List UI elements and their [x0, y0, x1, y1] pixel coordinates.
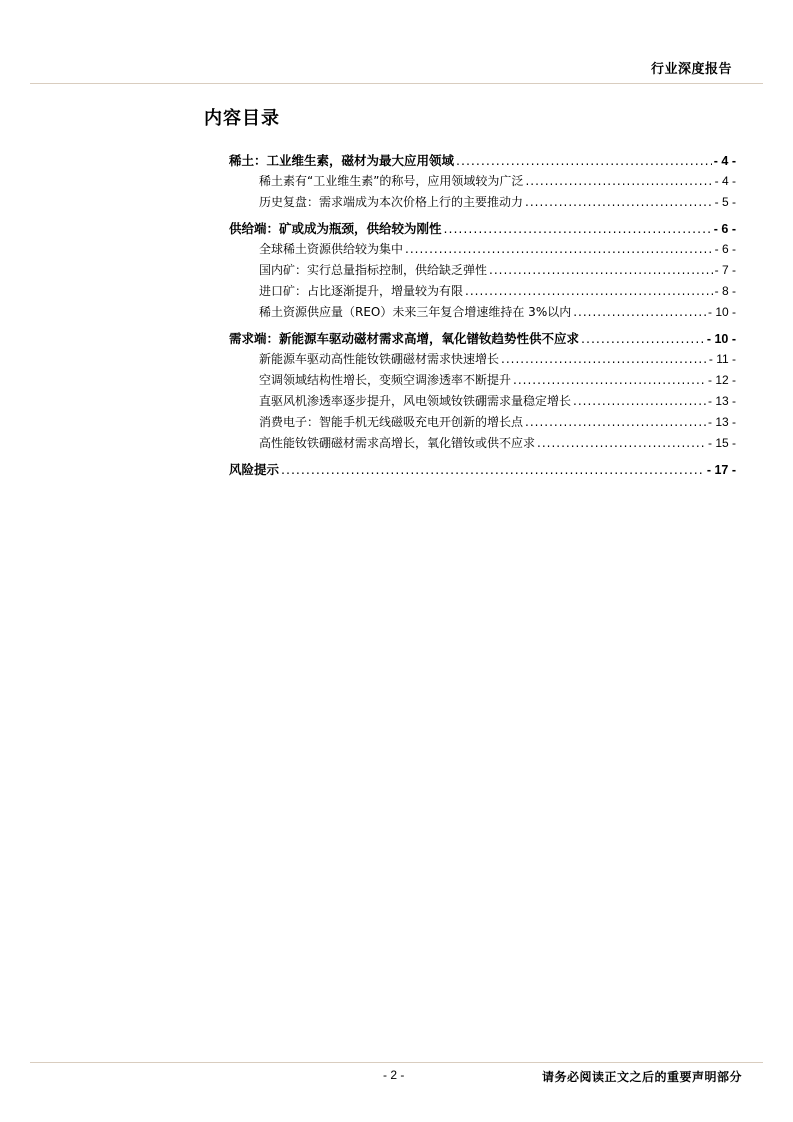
toc-entry-text: 风险提示 [229, 462, 280, 477]
toc-entry-text: 历史复盘：需求端成为本次价格上行的主要推动力 [259, 195, 524, 209]
toc-entry-subsection[interactable] [229, 192, 736, 213]
toc-entry-text: 直驱风机渗透率逐步提升，风电领域钕铁硼需求量稳定增长 [259, 394, 572, 408]
report-type-label: 行业深度报告 [650, 62, 732, 77]
toc-leader-dots [405, 239, 713, 260]
toc-entry-page: - 12 - [707, 373, 736, 387]
toc-leader-dots [444, 218, 712, 239]
toc-entry-section[interactable] [229, 150, 736, 171]
toc-entry-text: 消费电子：智能手机无线磁吸充电开创新的增长点 [259, 415, 524, 429]
toc-leader-dots [525, 171, 712, 192]
toc-leader-dots [573, 302, 706, 323]
toc-entry-page: - 10 - [706, 332, 736, 346]
toc-leader-dots [489, 260, 713, 281]
toc-entry-page: - 13 - [707, 394, 736, 408]
toc-entry-text: 高性能钕铁硼磁材需求高增长，氧化镨钕或供不应求 [259, 436, 536, 450]
table-of-contents [229, 150, 736, 480]
toc-entry-text: 供给端：矿或成为瓶颈，供给较为刚性 [229, 221, 442, 236]
toc-entry-subsection[interactable] [229, 412, 736, 433]
toc-entry-text: 需求端：新能源车驱动磁材需求高增，氧化镨钕趋势性供不应求 [229, 331, 580, 346]
toc-entry-page: - 6 - [713, 222, 736, 236]
footer-divider [30, 1062, 763, 1063]
toc-entry-page: - 15 - [707, 436, 736, 450]
toc-entry-text: 进口矿：占比逐渐提升，增量较为有限 [259, 284, 464, 298]
toc-entry-subsection[interactable] [229, 349, 736, 370]
toc-entry-subsection[interactable] [229, 302, 736, 323]
toc-leader-dots [513, 370, 706, 391]
toc-leader-dots [456, 150, 712, 171]
footer-disclaimer: 请务必阅读正文之后的重要声明部分 [541, 1070, 742, 1084]
footer-page-number: - 2 - [383, 1068, 405, 1082]
toc-entry-subsection[interactable] [229, 239, 736, 260]
toc-entry-page: - 11 - [708, 352, 736, 366]
toc-leader-dots [525, 412, 706, 433]
toc-entry-subsection[interactable] [229, 281, 736, 302]
toc-entry-subsection[interactable] [229, 171, 736, 192]
toc-title: 内容目录 [204, 108, 280, 129]
toc-entry-page: - 5 - [714, 195, 736, 209]
toc-entry-subsection[interactable] [229, 260, 736, 281]
toc-leader-dots [573, 391, 706, 412]
toc-leader-dots [537, 433, 706, 454]
toc-leader-dots [281, 459, 705, 480]
header-divider [30, 83, 763, 84]
toc-entry-subsection[interactable] [229, 370, 736, 391]
toc-entry-subsection[interactable] [229, 391, 736, 412]
toc-leader-dots [465, 281, 713, 302]
toc-entry-text: 新能源车驱动高性能钕铁硼磁材需求快速增长 [259, 352, 500, 366]
toc-entry-text: 稀土资源供应量（REO）未来三年复合增速维持在 3%以内 [259, 305, 572, 319]
toc-entry-text: 国内矿：实行总量指标控制，供给缺乏弹性 [259, 263, 488, 277]
toc-entry-section[interactable] [229, 328, 736, 349]
toc-entry-page: - 4 - [714, 174, 736, 188]
toc-entry-page: - 7 - [714, 263, 736, 277]
toc-entry-page: - 6 - [714, 242, 736, 256]
toc-entry-text: 空调领域结构性增长，变频空调渗透率不断提升 [259, 373, 512, 387]
toc-entry-text: 稀土：工业维生素，磁材为最大应用领域 [229, 153, 455, 168]
toc-leader-dots [525, 192, 713, 213]
toc-leader-dots [581, 328, 705, 349]
toc-entry-text: 全球稀土资源供给较为集中 [259, 242, 404, 256]
toc-entry-text: 稀土素有“工业维生素”的称号，应用领域较为广泛 [259, 174, 524, 188]
toc-entry-section[interactable] [229, 218, 736, 239]
toc-entry-page: - 17 - [706, 463, 736, 477]
toc-entry-page: - 8 - [714, 284, 736, 298]
toc-entry-subsection[interactable] [229, 433, 736, 454]
toc-entry-page: - 13 - [707, 415, 736, 429]
toc-entry-section[interactable] [229, 459, 736, 480]
toc-leader-dots [501, 349, 707, 370]
toc-entry-page: - 4 - [713, 154, 736, 168]
toc-entry-page: - 10 - [707, 305, 736, 319]
